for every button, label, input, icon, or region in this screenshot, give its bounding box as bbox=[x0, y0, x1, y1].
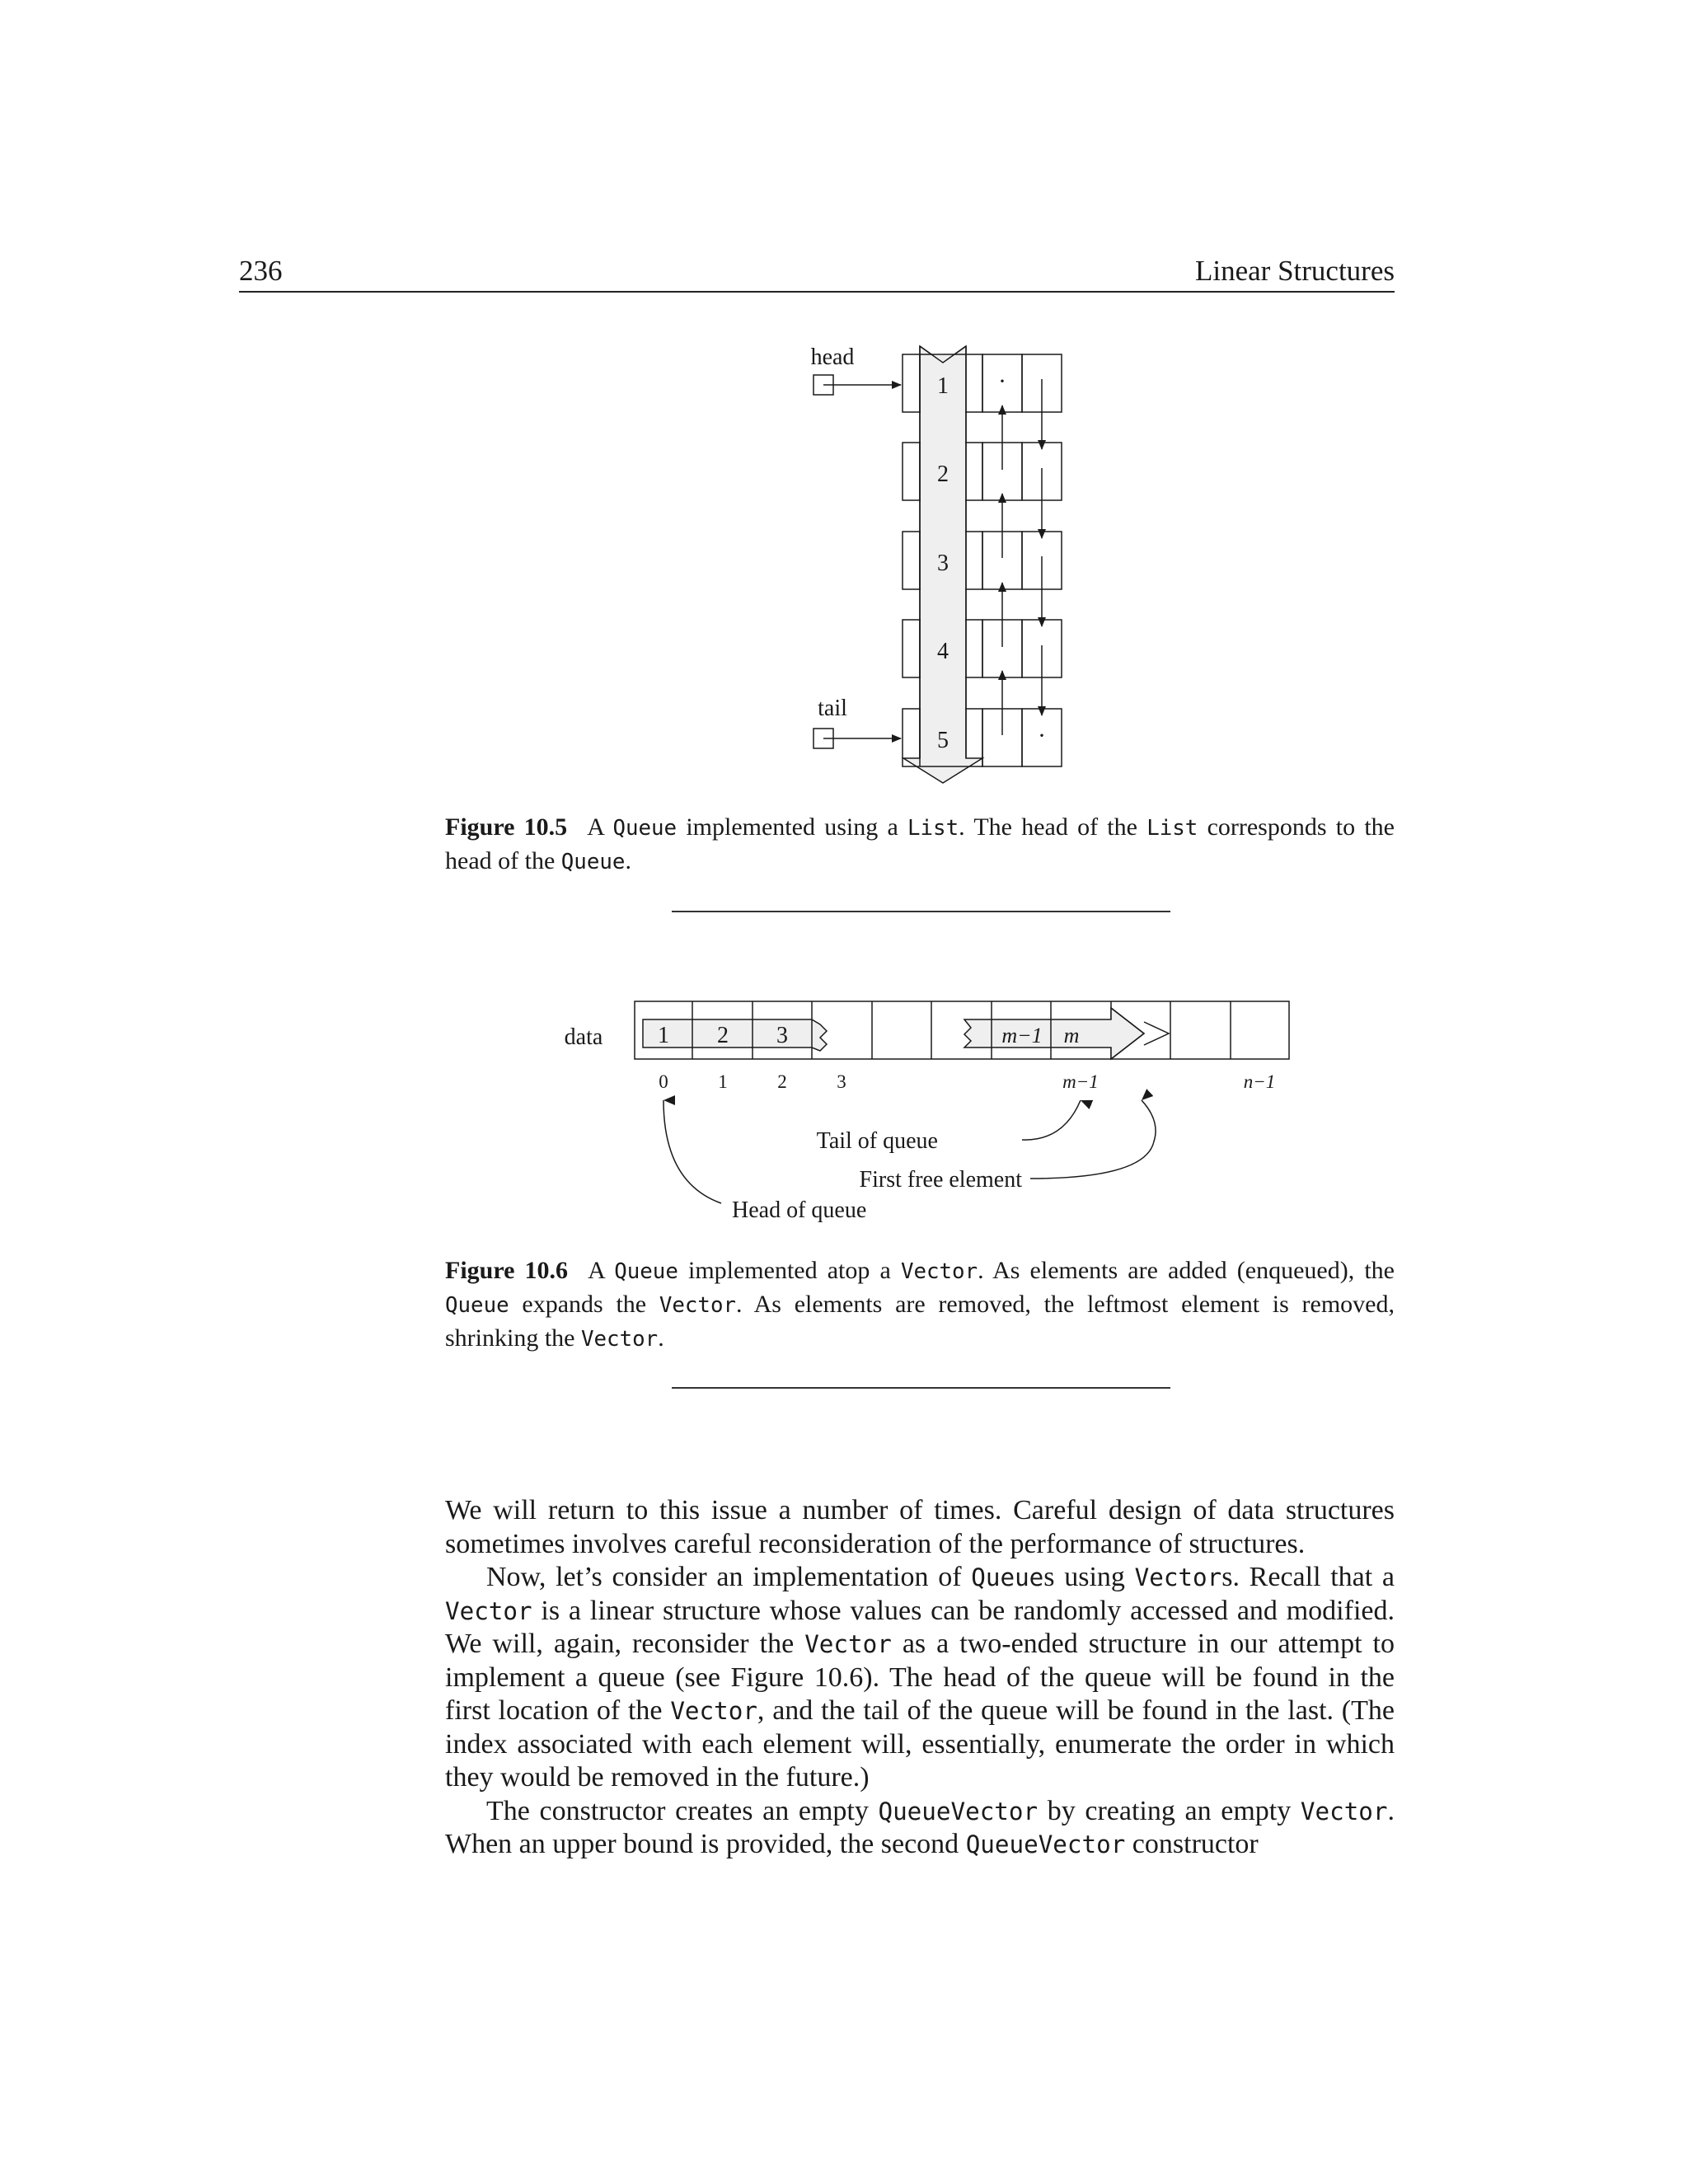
index-m-1: m−1 bbox=[1062, 1071, 1099, 1092]
null-mark-top: · bbox=[998, 368, 1006, 395]
cell-value-m-1: m−1 bbox=[1001, 1024, 1043, 1047]
cell-value-1: 1 bbox=[658, 1023, 669, 1048]
node-value-3: 3 bbox=[937, 551, 949, 576]
page-number: 236 bbox=[239, 255, 283, 287]
running-header bbox=[239, 251, 1395, 293]
null-mark-bottom: · bbox=[1038, 722, 1046, 749]
head-callout-curve bbox=[663, 1100, 721, 1203]
figure-separator-rule bbox=[672, 1387, 1170, 1389]
node-value-1: 1 bbox=[937, 373, 949, 399]
free-callout-curve bbox=[1030, 1100, 1156, 1179]
figure-label: Figure 10.6 bbox=[445, 1257, 569, 1284]
figure-separator-rule bbox=[672, 911, 1170, 912]
chapter-title: Linear Structures bbox=[1195, 255, 1395, 287]
index-n-1: n−1 bbox=[1243, 1071, 1276, 1092]
figure-label: Figure 10.5 bbox=[445, 813, 568, 841]
body-text bbox=[445, 1494, 1395, 1862]
cell-value-2: 2 bbox=[717, 1023, 729, 1048]
cell-value-3: 3 bbox=[776, 1023, 788, 1048]
figure-10-6-diagram bbox=[544, 985, 1302, 1240]
cell-value-m: m bbox=[1063, 1024, 1080, 1047]
paragraph-3: The constructor creates an empty QueueVector by creating an empty Vector. When an upper bound is provided, the second QueueVector constructor bbox=[445, 1795, 1395, 1859]
paragraph-1: We will return to this issue a number of times. Careful design of data structures sometimes involves careful reconsideration of the performance of structures. bbox=[445, 1495, 1395, 1559]
index-0: 0 bbox=[659, 1071, 668, 1092]
tail-callout-curve bbox=[1022, 1100, 1081, 1140]
first-free-element-label: First free element bbox=[859, 1167, 1022, 1193]
tail-of-queue-label: Tail of queue bbox=[816, 1128, 938, 1154]
index-2: 2 bbox=[777, 1071, 787, 1092]
node-value-5: 5 bbox=[937, 728, 949, 753]
figure-10-5-diagram bbox=[791, 330, 1071, 791]
paragraph-2: Now, let’s consider an implementation of Queues using Vectors. Recall that a Vector is a linear structure whose values can be randomly accessed and modified. We will, again, reconsider the Vector as a two-ended structure in our attempt to implement a queue (see Figure 10.6). The head of the queue will be found in the first location of the Vector, and the tail of the queue will be found in the last. (The index associated with each element will, essentially, enumerate the order in which they would be removed in the future.) bbox=[445, 1562, 1395, 1793]
node-value-4: 4 bbox=[937, 639, 949, 664]
node-value-2: 2 bbox=[937, 462, 949, 487]
index-1: 1 bbox=[718, 1071, 728, 1092]
figure-10-5-caption: Figure 10.5 A Queue implemented using a List. The head of the List corresponds to the head of the Queue. bbox=[445, 813, 1395, 874]
head-label: head bbox=[810, 344, 855, 370]
index-3: 3 bbox=[837, 1071, 846, 1092]
queue-arrow-left bbox=[643, 1019, 827, 1051]
data-label: data bbox=[564, 1024, 603, 1050]
tail-label: tail bbox=[818, 696, 847, 721]
figure-10-6-caption: Figure 10.6 A Queue implemented atop a Vector. As elements are added (enqueued), the Queue expands the Vector. As elements are removed, the leftmost element is removed, shrinking the Vector. bbox=[445, 1257, 1395, 1352]
head-of-queue-label: Head of queue bbox=[732, 1197, 867, 1223]
